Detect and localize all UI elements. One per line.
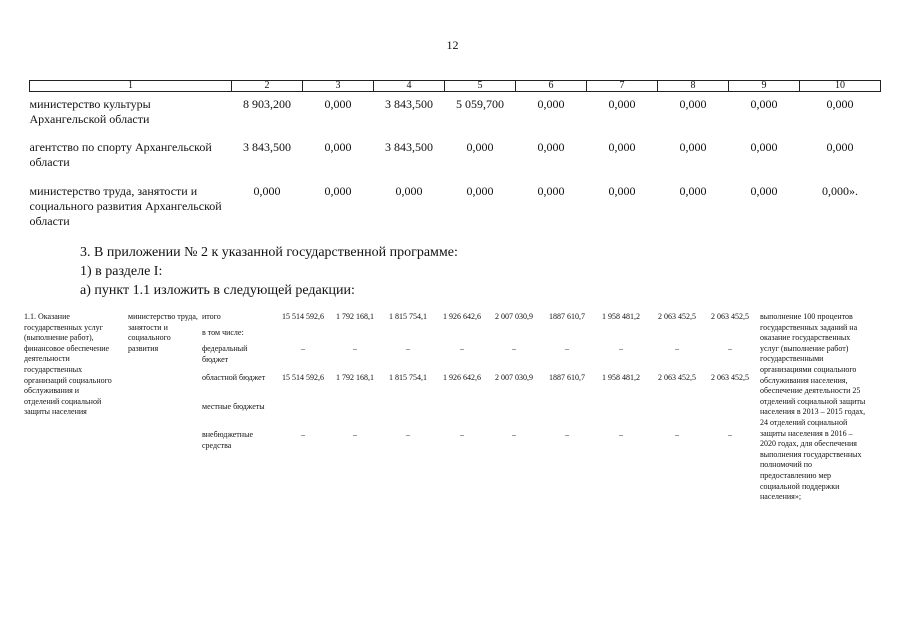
value-cell: – (728, 344, 732, 353)
value-cell: 0,000 (826, 140, 854, 154)
value-cell: 3 843,500 (385, 97, 433, 111)
expected-result: выполнение 100 процентов государственных заданий на оказание государственных услуг (выполнение работ) государственными организациями социального обслуживания населения, обеспечение деятельности 25 отделений социальной защиты населения в 2013 – 2015 годах, 24 отделений социальной защиты населения в 2016 – 2020 годах, для обеспечения выполнения государственных полномочий по предоставлению мер социальной поддержки населения»; (760, 312, 866, 502)
value-cell: 1 926 642,6 (443, 373, 481, 382)
value-cell: 0,000 (537, 184, 565, 198)
value-cell: 0,000 (679, 184, 707, 198)
header-cell: 3 (303, 81, 374, 92)
value-cell: 0,000». (822, 184, 858, 198)
value-cell: 1 815 754,1 (389, 312, 427, 321)
table-row (30, 140, 881, 184)
header-cell: 1 (30, 81, 232, 92)
value-cell: 0,000 (253, 184, 281, 198)
value-cell: 0,000 (679, 140, 707, 154)
row-label: итого (202, 312, 221, 321)
value-cell: 1 792 168,1 (336, 373, 374, 382)
value-cell: 1887 610,7 (549, 312, 585, 321)
page-number: 12 (446, 38, 459, 52)
row-name: агентство по спорту Архангельской области (29, 140, 212, 169)
paragraph-sub-a: а) пункт 1.1 изложить в следующей редакции: (80, 283, 355, 298)
value-cell: 0,000 (537, 97, 565, 111)
value-cell: 2 063 452,5 (711, 373, 749, 382)
value-cell: 0,000 (750, 140, 778, 154)
value-cell: 1 792 168,1 (336, 312, 374, 321)
value-cell: 15 514 592,6 (282, 373, 324, 382)
value-cell: – (565, 344, 569, 353)
row-label: местные бюджеты (202, 402, 265, 411)
value-cell: 0,000 (679, 97, 707, 111)
paragraph-3: 3. В приложении № 2 к указанной государственной программе: (80, 245, 458, 260)
row-label: федеральный бюджет (202, 344, 248, 364)
value-cell: – (675, 344, 679, 353)
header-cell: 2 (232, 81, 303, 92)
header-cell: 4 (374, 81, 445, 92)
value-cell: 0,000 (324, 97, 352, 111)
value-cell: 0,000 (466, 184, 494, 198)
value-cell: 0,000 (826, 97, 854, 111)
value-cell: 0,000 (750, 97, 778, 111)
item-description: 1.1. Оказание государственных услуг (выполнение работ), финансовое обеспечение деятельности государственных организаций социального обслуживания и отделений социальной защиты населения (24, 312, 112, 417)
row-name: министерство культуры Архангельской области (29, 97, 151, 126)
value-cell: 0,000 (608, 184, 636, 198)
value-cell: 0,000 (324, 184, 352, 198)
value-cell: 0,000 (537, 140, 565, 154)
item-executor: министерство труда, занятости и социального развития (128, 312, 198, 353)
program-item-table (0, 308, 905, 608)
value-cell: 2 063 452,5 (658, 373, 696, 382)
value-cell: 1887 610,7 (549, 373, 585, 382)
row-name: министерство труда, занятости и социального развития Архангельской области (29, 184, 222, 228)
value-cell: 0,000 (466, 140, 494, 154)
value-cell: – (675, 430, 679, 439)
header-cell: 10 (800, 81, 881, 92)
header-cell: 7 (587, 81, 658, 92)
funding-table-header (30, 81, 881, 92)
value-cell: – (619, 430, 623, 439)
value-cell: 1 926 642,6 (443, 312, 481, 321)
header-cell: 5 (445, 81, 516, 92)
funding-table (29, 80, 881, 230)
header-cell: 9 (729, 81, 800, 92)
row-label: внебюджетные средства (202, 430, 253, 450)
value-cell: – (460, 430, 464, 439)
value-cell: – (353, 430, 357, 439)
value-cell: 0,000 (750, 184, 778, 198)
value-cell: – (512, 344, 516, 353)
paragraph-sub-1: 1) в разделе I: (80, 264, 163, 279)
value-cell: 2 007 030,9 (495, 373, 533, 382)
value-cell: 2 063 452,5 (658, 312, 696, 321)
value-cell: 0,000 (324, 140, 352, 154)
value-cell: 0,000 (608, 97, 636, 111)
value-cell: 1 958 481,2 (602, 373, 640, 382)
value-cell: 0,000 (608, 140, 636, 154)
value-cell: 15 514 592,6 (282, 312, 324, 321)
value-cell: – (353, 344, 357, 353)
value-cell: – (301, 344, 305, 353)
value-cell: 0,000 (395, 184, 423, 198)
header-cell: 6 (516, 81, 587, 92)
value-cell: 8 903,200 (243, 97, 291, 111)
value-cell: – (406, 430, 410, 439)
row-label: областной бюджет (202, 373, 266, 382)
value-cell: 3 843,500 (243, 140, 291, 154)
value-cell: 2 063 452,5 (711, 312, 749, 321)
value-cell: 1 958 481,2 (602, 312, 640, 321)
value-cell: – (565, 430, 569, 439)
value-cell: – (728, 430, 732, 439)
value-cell: – (406, 344, 410, 353)
value-cell: 2 007 030,9 (495, 312, 533, 321)
value-cell: – (460, 344, 464, 353)
value-cell: – (301, 430, 305, 439)
header-cell: 8 (658, 81, 729, 92)
value-cell: 1 815 754,1 (389, 373, 427, 382)
value-cell: – (619, 344, 623, 353)
table-row (30, 92, 881, 141)
value-cell: – (512, 430, 516, 439)
row-label: в том числе: (202, 328, 244, 337)
value-cell: 3 843,500 (385, 140, 433, 154)
table-row (30, 184, 881, 230)
value-cell: 5 059,700 (456, 97, 504, 111)
